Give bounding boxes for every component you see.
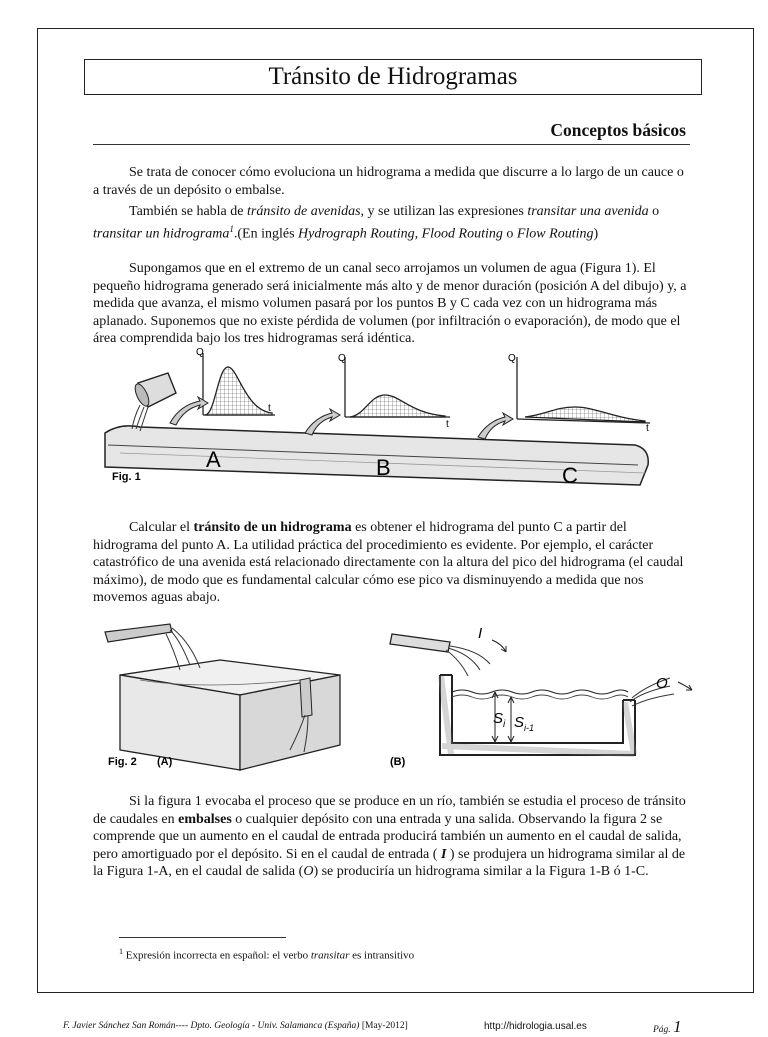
footer-page-number: Pág. 1 xyxy=(653,1017,682,1036)
figure-2a-reservoir-sketch xyxy=(100,620,360,775)
outflow-label: O xyxy=(656,675,668,692)
q-axis-label-c: Q xyxy=(508,353,516,364)
hydrograph-c xyxy=(508,353,650,434)
bucket-icon xyxy=(132,373,176,431)
arrow-icon xyxy=(478,413,513,439)
q-axis-label-b: Q xyxy=(338,353,346,364)
section-rule xyxy=(93,144,690,145)
section-heading: Conceptos básicos xyxy=(550,120,686,140)
paragraph-3: Supongamos que en el extremo de un canal seco arrojamos un volumen de agua (Figura 1). El pequeño hidrograma generado será inicialmente más alto y de menor duración (posición A del dibujo) y, a medida que avanza, el mismo volumen pasará por los puntos B y C cada vez con un hidrograma más aplanado. Suponemos que no existe pérdida de volumen (por infiltración o evaporación), de modo que el área comprendida bajo los tres hidrogramas será idéntica. xyxy=(93,261,687,347)
hydrograph-a xyxy=(196,347,275,415)
footnote: $^1$ Expresión incorrecta en español: el verbo transitar es intransitivo xyxy=(119,947,415,962)
figure-1-label: Fig. 1 xyxy=(112,471,141,483)
figure-2b-reservoir-section xyxy=(380,620,710,775)
t-axis-label-a: t xyxy=(268,403,271,414)
footnote-rule xyxy=(119,937,286,938)
paragraph-5: Si la figura 1 evocaba el proceso que se produce en un río, también se estudia el proceso de tránsito de caudales en embalses o cualquier depósito con una entrada y una salida. Observando la figura 2 se comprende que un aumento en el caudal de entrada producirá también un aumento en el caudal de salida, pero amortiguado por el depósito. Si en el caudal de entrada ( I ) se produjera un hidrograma similar al de la Figura 1-A, en el caudal de salida (O) se produciría un hidrograma similar a la Figura 1-B ó 1-C. xyxy=(93,794,686,880)
arrow-icon xyxy=(170,397,208,425)
storage-si1-label: $S_{i-1}$ xyxy=(514,714,535,733)
document-title: Tránsito de Hidrogramas xyxy=(84,59,702,95)
footer-author: F. Javier Sánchez San Román---- Dpto. Geología - Univ. Salamanca (España) [May-2012] xyxy=(63,1021,408,1031)
paragraph-1: Se trata de conocer cómo evoluciona un hidrograma a medida que discurre a lo largo de un cauce o a través de un depósito o embalse. xyxy=(93,165,684,198)
figure-1-channel-hydrographs xyxy=(100,345,660,510)
inflow-label: I xyxy=(478,625,483,642)
point-b-label: B xyxy=(376,455,391,480)
t-axis-label-b: t xyxy=(446,419,449,430)
figure-2-label: Fig. 2 xyxy=(108,756,137,768)
footer-url-link[interactable]: http://hidrologia.usal.es xyxy=(484,1021,587,1032)
point-c-label: C xyxy=(562,463,578,488)
hydrograph-b xyxy=(338,353,450,430)
footnote-ref: 1 xyxy=(229,223,234,234)
point-a-label: A xyxy=(206,447,221,472)
paragraph-4: Calcular el tránsito de un hidrograma es obtener el hidrograma del punto C a partir del hidrograma del punto A. La utilidad práctica del procedimiento es evidente. Por ejemplo, el carácter catastrófico de una avenida está relacionado directamente con la altura del pico del hidrograma (el caudal máximo), de modo que es fundamental calcular cómo ese pico va disminuyendo a medida que nos movemos aguas abajo. xyxy=(93,520,684,606)
t-axis-label-c: t xyxy=(646,423,649,434)
storage-si-label: $S_i$ xyxy=(493,710,506,730)
paragraph-2: También se habla de tránsito de avenidas, y se utilizan las expresiones transitar una avenida o transitar un hidrograma$^1$.(En inglés Hydrograph Routing, Flood Routing o Flow Routing) xyxy=(93,204,660,242)
figure-2a-label: (A) xyxy=(157,756,173,768)
arrow-icon xyxy=(305,409,340,435)
q-axis-label-a: Q xyxy=(196,347,204,358)
figure-2b-label: (B) xyxy=(390,756,406,768)
